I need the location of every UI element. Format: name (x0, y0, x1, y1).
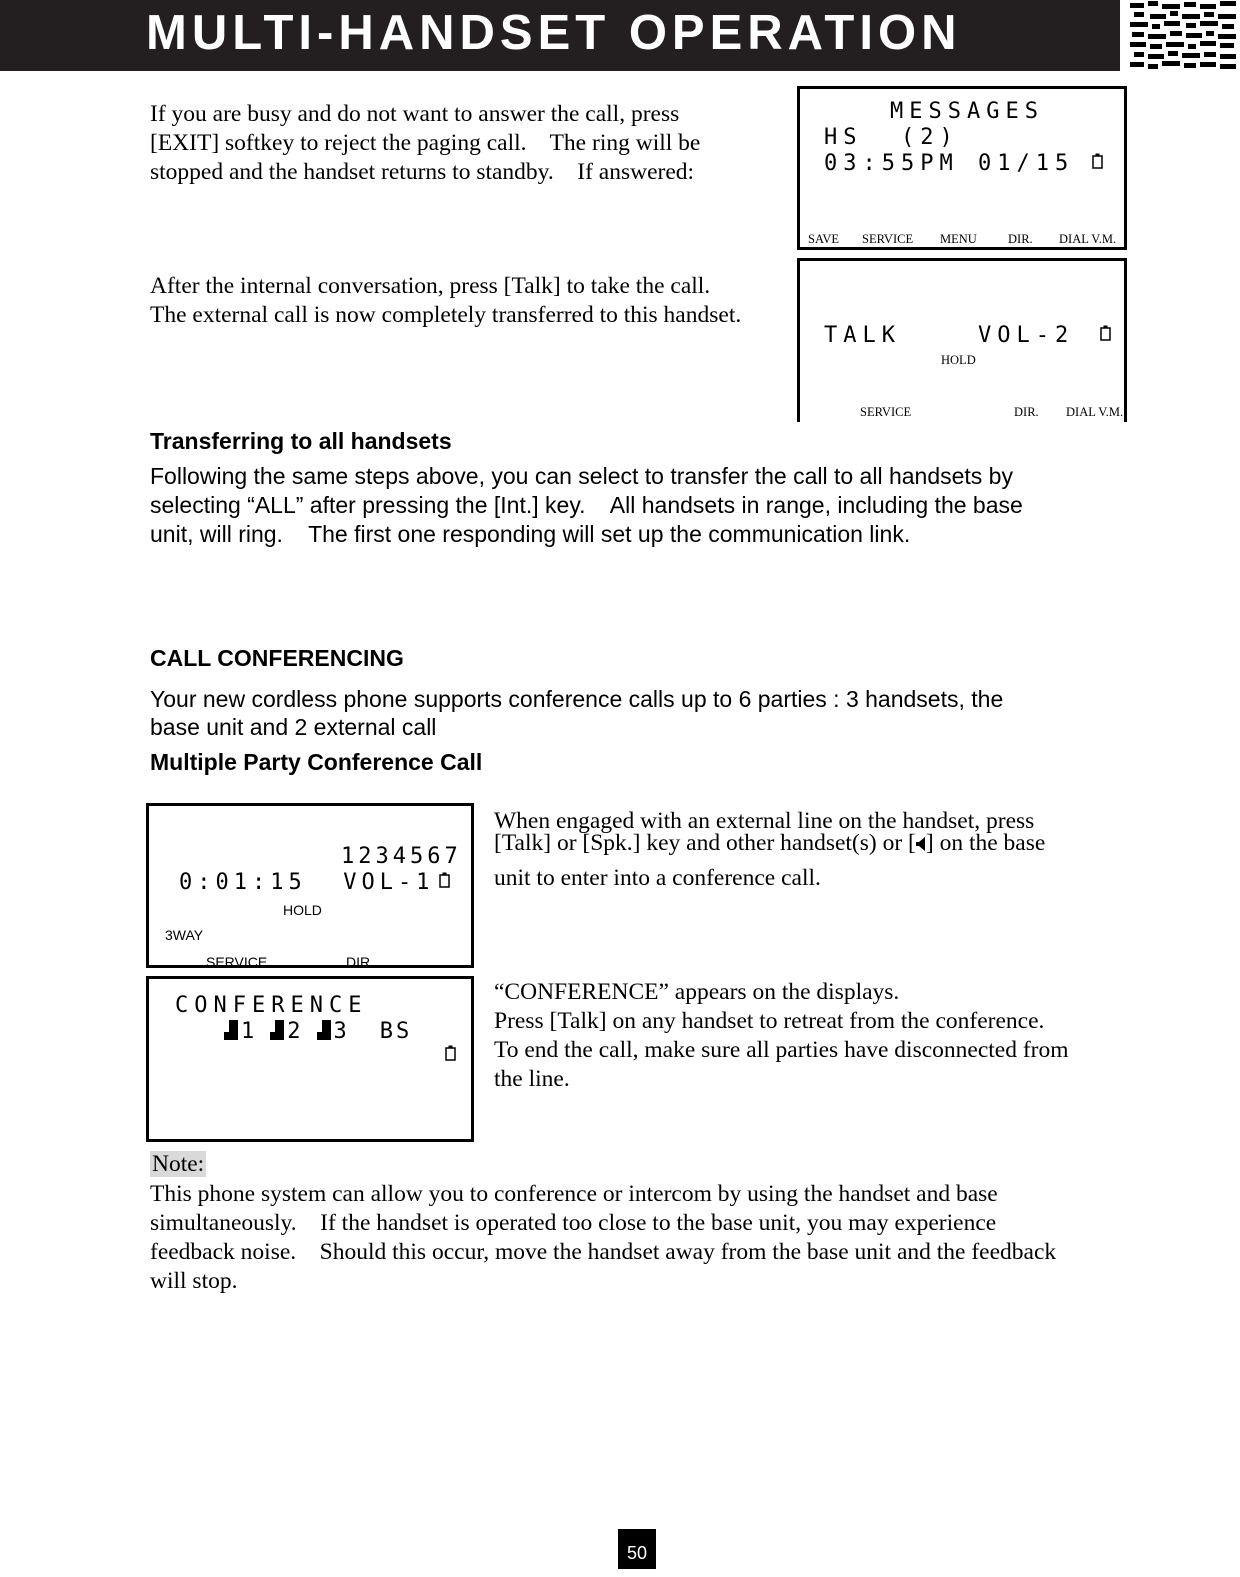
text-line: selecting “ALL” after pressing the [Int.] key. All handsets in range, including the base (150, 492, 1023, 518)
conference-engage-paragraph (494, 810, 1134, 889)
battery-icon (1092, 153, 1103, 169)
softkey-save: SAVE (808, 232, 840, 246)
text-line: The external call is now completely transferred to this handset. (150, 302, 742, 328)
lcd-line-2: HS (2) (824, 125, 959, 150)
speaker-icon (916, 833, 926, 847)
softkey-service: SERVICE (862, 232, 914, 246)
note-label (150, 1150, 206, 1179)
text-line: When engaged with an external line on the handset, press (494, 808, 1035, 834)
battery-icon (1100, 325, 1111, 341)
hold-indicator: HOLD (283, 902, 322, 918)
text-line: Following the same steps above, you can select to transfer the call to all handsets by (150, 463, 1013, 489)
text-line: If you are busy and do not want to answer the call, press (150, 101, 680, 127)
dialed-digits: 1234567 (341, 844, 462, 869)
text-line: feedback noise. Should this occur, move the handset away from the base unit and the feedback (150, 1239, 1057, 1265)
conferencing-paragraph (150, 685, 1140, 741)
text-segment: ] on the base (925, 830, 1046, 856)
conference-appear-paragraph (494, 978, 1134, 1094)
softkey-dial-vm: DIAL V.M. (1066, 405, 1124, 419)
reject-paragraph (150, 100, 790, 187)
softkey-dir: DIR. (1008, 232, 1033, 246)
text-line: Your new cordless phone supports conference calls up to 6 parties : 3 handsets, the (150, 686, 1004, 712)
handset-icon (229, 1020, 238, 1040)
note-label-text: Note: (152, 1151, 205, 1177)
softkey-service: SERVICE (206, 954, 268, 970)
talk-paragraph (150, 272, 790, 330)
page-header (0, 0, 1120, 71)
softkey-menu: MENU (940, 232, 977, 246)
lcd-line-3: 03:55PM 01/15 (824, 151, 1075, 176)
text-line: base unit and 2 external call (150, 714, 437, 740)
handset-1-label: 1 (241, 1019, 258, 1044)
lcd-talk-display (797, 258, 1127, 422)
text-line: stopped and the handset returns to standby. If answered: (150, 159, 695, 185)
text-line: the line. (494, 1066, 570, 1092)
battery-icon (439, 872, 450, 888)
text-line: [EXIT] softkey to reject the paging call. The ring will be (150, 130, 701, 156)
text-line: This phone system can allow you to conference or intercom by using the handset and base (150, 1181, 998, 1207)
page-title: MULTI-HANDSET OPERATION (146, 6, 962, 60)
call-conferencing-heading: CALL CONFERENCING (150, 645, 404, 671)
softkey-service: SERVICE (860, 405, 912, 419)
conference-label: CONFERENCE (175, 993, 368, 1018)
softkey-dir: DIR. (346, 954, 374, 970)
text-line: After the internal conversation, press [Talk] to take the call. (150, 273, 711, 299)
lcd-conference-call-display (146, 803, 474, 968)
transfer-all-heading: Transferring to all handsets (150, 428, 452, 454)
handset-2-label: 2 (287, 1019, 304, 1044)
battery-icon (445, 1045, 456, 1061)
conference-participants (229, 1019, 412, 1045)
text-line: Press [Talk] on any handset to retreat from the conference. (494, 1008, 1045, 1034)
handset-icon (275, 1020, 284, 1040)
page-number: 50 (618, 1529, 656, 1569)
text-line: simultaneously. If the handset is operated too close to the base unit, you may experience (150, 1210, 997, 1236)
transfer-all-paragraph (150, 462, 1140, 549)
call-timer-volume: 0:01:15 VOL-1 (179, 870, 435, 895)
multiple-party-subheading: Multiple Party Conference Call (150, 749, 483, 775)
text-line: will stop. (150, 1268, 238, 1294)
lcd-line-1: MESSAGES (890, 99, 1044, 124)
handset-icon (322, 1020, 331, 1040)
text-line (494, 832, 1134, 854)
corner-pattern-decoration (1128, 0, 1240, 71)
text-line: “CONFERENCE” appears on the displays. (494, 979, 900, 1005)
lcd-messages-display (797, 86, 1127, 250)
text-line: unit, will ring. The first one responding will set up the communication link. (150, 521, 911, 547)
threeway-indicator: 3WAY (165, 927, 204, 943)
lcd-conference-display (146, 976, 474, 1142)
text-line: To end the call, make sure all parties have disconnected from (494, 1037, 1069, 1063)
softkey-dir: DIR. (1014, 405, 1039, 419)
note-paragraph (150, 1180, 1140, 1296)
softkey-dial-vm: DIAL V.M. (1059, 232, 1117, 246)
hold-indicator: HOLD (941, 353, 976, 367)
text-segment: [Talk] or [Spk.] key and other handset(s) or [ (494, 830, 916, 856)
base-station-label: BS (379, 1019, 413, 1044)
lcd-line-1: TALK VOL-2 (824, 323, 1075, 348)
text-line: unit to enter into a conference call. (494, 865, 821, 891)
handset-3-label: 3 (333, 1019, 350, 1044)
